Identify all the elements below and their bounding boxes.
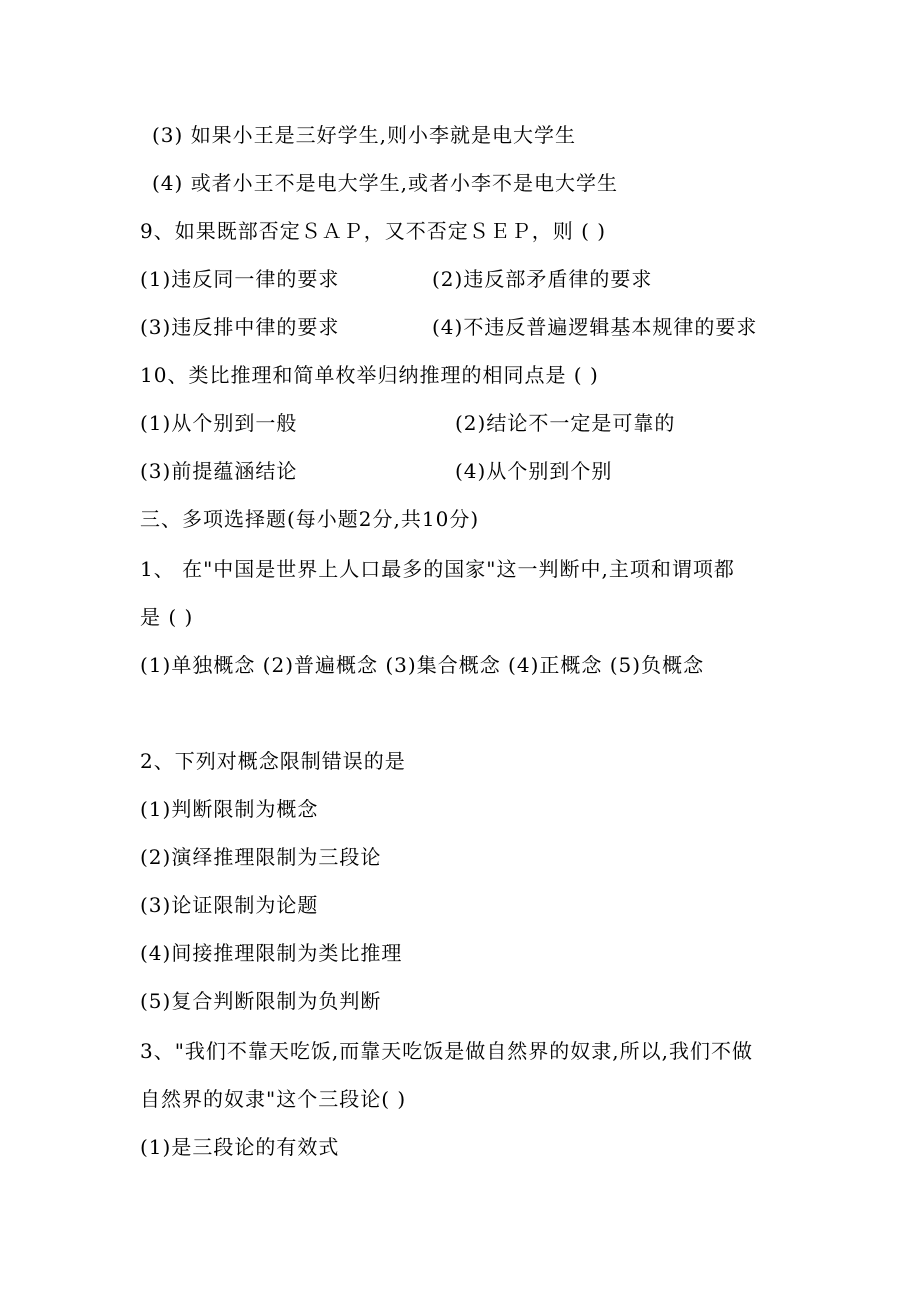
q10-stem: 10、类比推理和简单枚举归纳推理的相同点是 ( ) [140,363,599,387]
m2-option-1: (1)判断限制为概念 [140,797,319,821]
q9-option-4: (4)不违反普遍逻辑基本规律的要求 [432,315,758,339]
m3-option-1: (1)是三段论的有效式 [140,1135,340,1159]
q9-stem: 9、如果既部否定ＳＡＰ，又不否定ＳＥＰ，则 ( ) [140,219,607,243]
q10-option-1: (1)从个别到一般 [140,411,298,435]
m2-stem: 2、下列对概念限制错误的是 [140,749,406,773]
q9-option-3: (3)违反排中律的要求 [140,315,340,339]
m2-option-3: (3)论证限制为论题 [140,893,319,917]
m2-option-5: (5)复合判断限制为负判断 [140,989,382,1013]
m2-option-4: (4)间接推理限制为类比推理 [140,941,403,965]
m3-stem-line-1: 3、"我们不靠天吃饭,而靠天吃饭是做自然界的奴隶,所以,我们不做 [140,1039,753,1063]
m3-stem-line-2: 自然界的奴隶"这个三段论( ) [140,1087,407,1111]
m2-option-2: (2)演绎推理限制为三段论 [140,845,382,869]
q8-option-4: (4) 或者小王不是电大学生,或者小李不是电大学生 [152,171,619,195]
section-heading: 三、多项选择题(每小题2分,共10分) [140,507,480,531]
q9-option-2: (2)违反部矛盾律的要求 [432,267,653,291]
q9-option-1: (1)违反同一律的要求 [140,267,340,291]
q10-option-2: (2)结论不一定是可靠的 [455,411,676,435]
q8-option-3: (3) 如果小王是三好学生,则小李就是电大学生 [152,123,577,147]
m1-stem-line-1: 1、 在"中国是世界上人口最多的国家"这一判断中,主项和谓项都 [140,557,735,581]
m1-stem-line-2: 是 ( ) [140,605,194,629]
q10-option-4: (4)从个别到个别 [455,459,613,483]
q10-option-3: (3)前提蕴涵结论 [140,459,298,483]
m1-options: (1)单独概念 (2)普遍概念 (3)集合概念 (4)正概念 (5)负概念 [140,653,705,677]
